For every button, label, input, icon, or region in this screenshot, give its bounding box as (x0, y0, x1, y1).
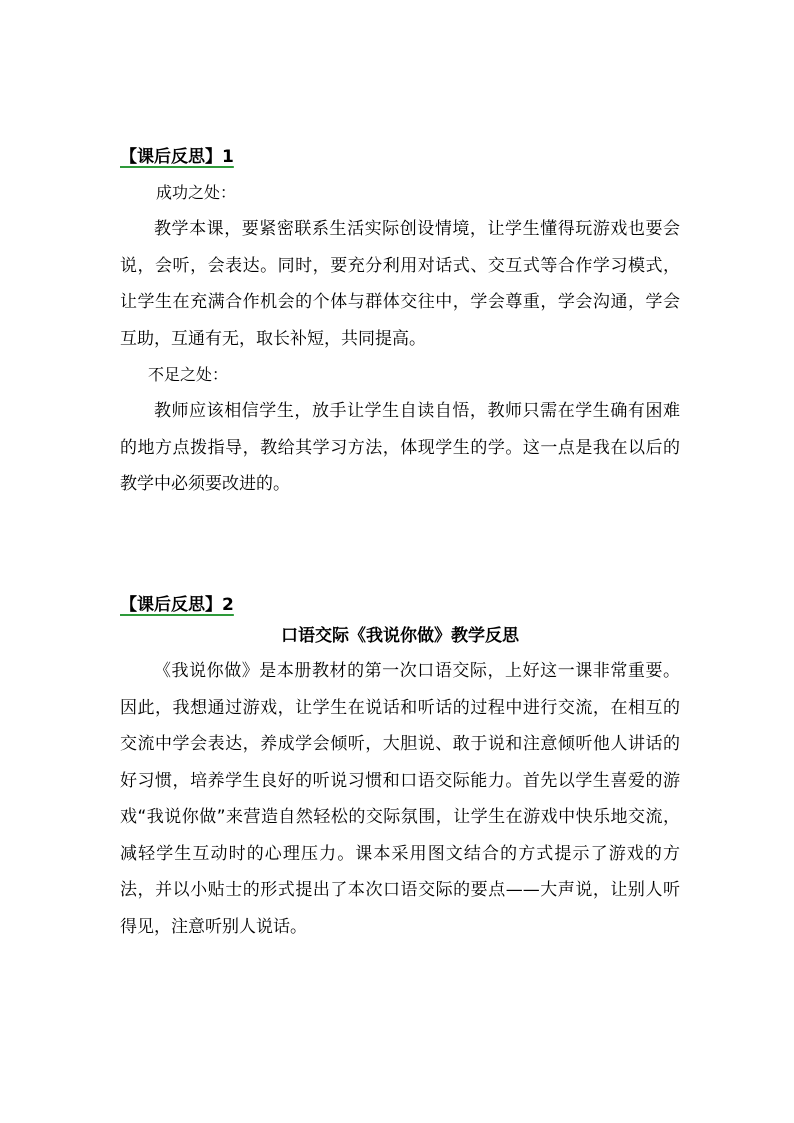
section-heading-1-bracket: 【课后反思】 (120, 147, 222, 167)
success-paragraph: 教学本课，要紧密联系生活实际创设情境，让学生懂得玩游戏也要会说，会听，会表达。同时，要充分利用对话式、交互式等合作学习模式，让学生在充满合作机会的个体与群体交往中，学会尊重，学会沟通，学会互助，互通有无，取长补短，共同提高。 (120, 219, 680, 349)
reflection-section-1 (120, 143, 680, 503)
section-heading-1-number: 1 (222, 147, 234, 167)
reflection-body-paragraph: 《我说你做》是本册教材的第一次口语交际，上好这一课非常重要。因此，我想通过游戏，让学生在说话和听话的过程中进行交流，在相互的交流中学会表达，养成学会倾听，大胆说、敢于说和注意倾听他人讲话的好习惯，培养学生良好的听说习惯和口语交际能力。首先以学生喜爱的游戏“我说你做”来营造自然轻松的交际氛围，让学生在游戏中快乐地交流，减轻学生互动时的心理压力。课本采用图文结合的方式提示了游戏的方法，并以小贴士的形式提出了本次口语交际的要点——大声说，让别人听得见，注意听别人说话。 (120, 661, 680, 937)
success-label: 成功之处： (156, 183, 237, 202)
section-heading-2-bracket: 【课后反思】 (120, 595, 222, 615)
shortcoming-label: 不足之处： (148, 365, 229, 384)
reflection-section-2 (120, 591, 680, 945)
section-heading-1 (120, 143, 680, 171)
shortcoming-paragraph: 教师应该相信学生，放手让学生自读自悟，教师只需在学生确有困难的地方点拨指导，教给其学习方法，体现学生的学。这一点是我在以后的教学中必须要改进的。 (120, 401, 680, 494)
section-heading-2 (120, 591, 680, 619)
reflection-title: 口语交际《我说你做》教学反思 (281, 626, 519, 646)
section-heading-1-label (120, 147, 234, 167)
section-heading-2-number: 2 (222, 595, 234, 615)
section-heading-2-label (120, 595, 234, 615)
